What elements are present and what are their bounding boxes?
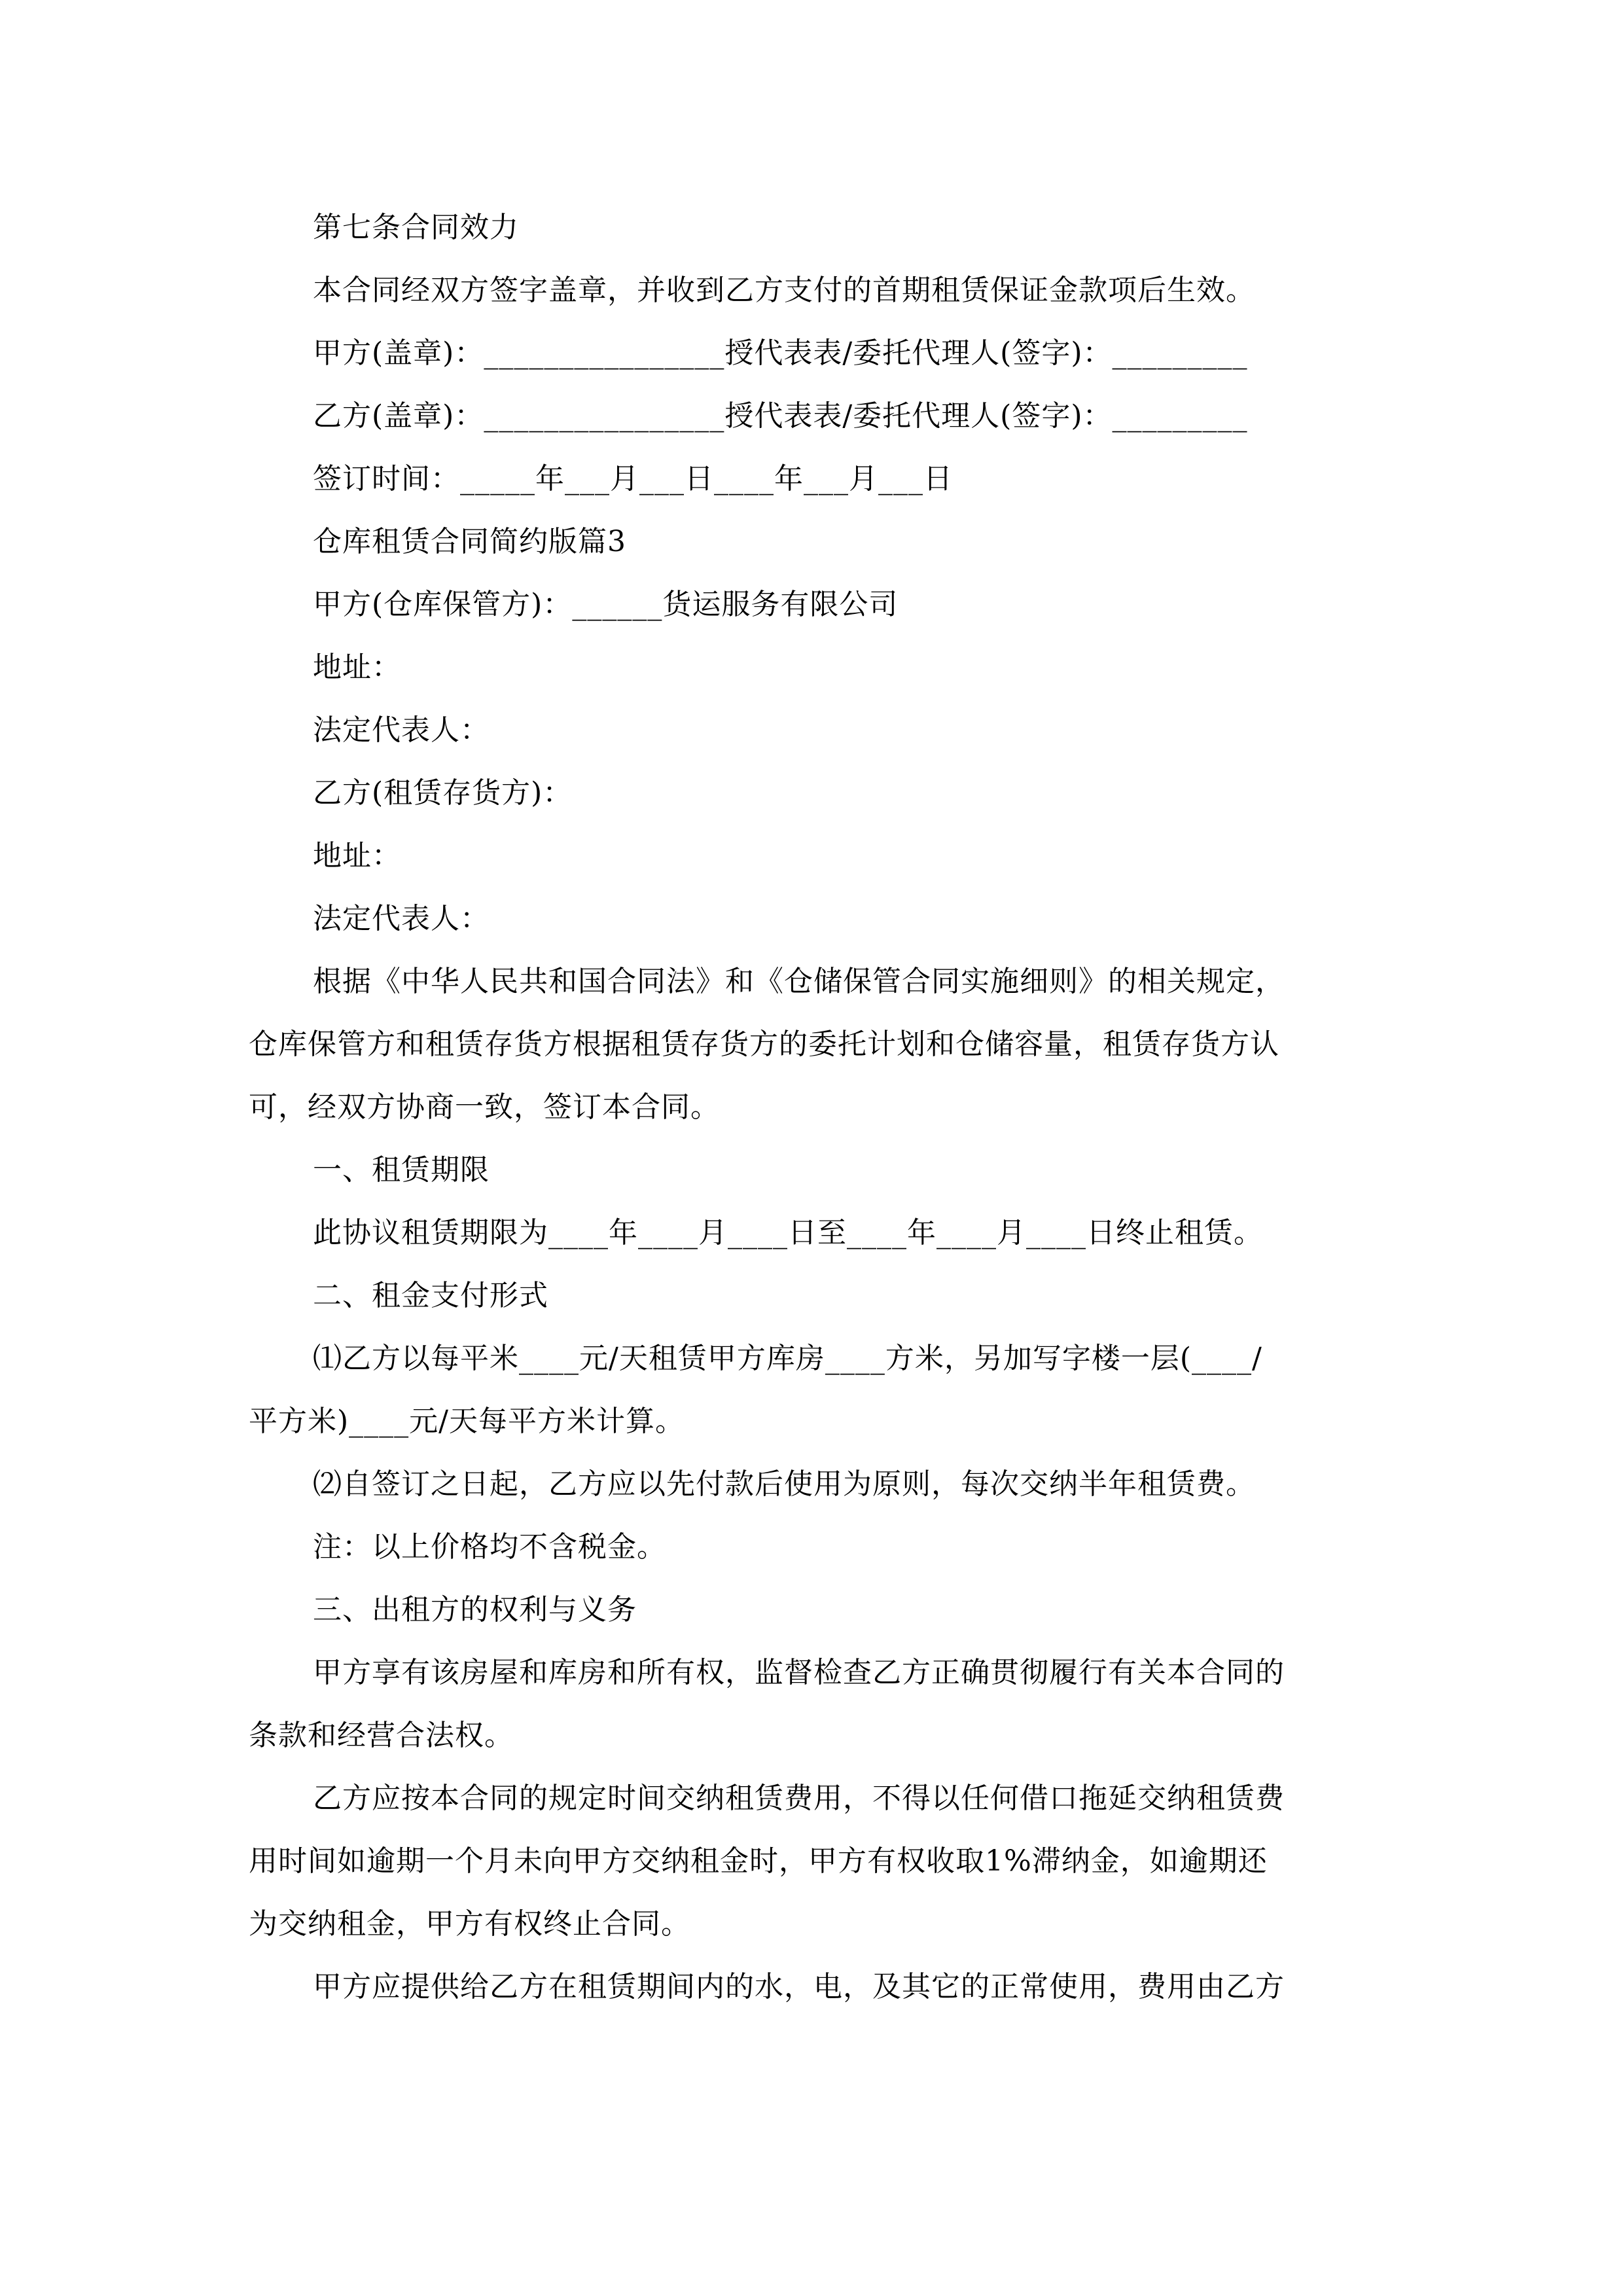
rent-item-1-line-2: 平方米)____元/天每平方米计算。: [249, 1405, 685, 1438]
party-b-signature-line: 乙方(盖章)：________________授代表表/委托代理人(签字)：_________: [313, 399, 1248, 433]
party-b-address: 地址：: [313, 839, 401, 872]
late-payment-line-2: 用时间如逾期一个月未向甲方交纳租金时，甲方有权收取1%滞纳金，如逾期还: [249, 1844, 1268, 1878]
heading-lessor-rights: 三、出租方的权利与义务: [313, 1593, 637, 1626]
lease-term-text: 此协议租赁期限为____年____月____日至____年____月____日终止租赁。: [313, 1216, 1263, 1249]
party-a-address: 地址：: [313, 651, 401, 684]
party-b-representative: 法定代表人：: [313, 902, 490, 935]
party-a-signature-line: 甲方(盖章)：________________授代表表/委托代理人(签字)：_________: [313, 336, 1248, 370]
preamble-line-1: 根据《中华人民共和国合同法》和《仓储保管合同实施细则》的相关规定，: [313, 965, 1285, 998]
section-title: 仓库租赁合同简约版篇3: [313, 525, 626, 558]
rent-item-1-line-1: ⑴乙方以每平米____元/天租赁甲方库房____方米，另加写字楼一层(____/: [313, 1342, 1262, 1375]
clause-7-heading: 第七条合同效力: [313, 211, 519, 244]
late-payment-line-1: 乙方应按本合同的规定时间交纳租赁费用，不得以任何借口拖延交纳租赁费: [313, 1782, 1285, 1815]
lessor-rights-line-1: 甲方享有该房屋和库房和所有权，监督检查乙方正确贯彻履行有关本合同的: [313, 1656, 1285, 1689]
utilities-line-1: 甲方应提供给乙方在租赁期间内的水，电，及其它的正常使用，费用由乙方: [313, 1970, 1285, 2003]
heading-lease-term: 一、租赁期限: [313, 1153, 490, 1187]
late-payment-line-3: 为交纳租金，甲方有权终止合同。: [249, 1907, 690, 1941]
rent-item-2: ⑵自签订之日起，乙方应以先付款后使用为原则，每次交纳半年租赁费。: [313, 1467, 1255, 1501]
signing-date-line: 签订时间：_____年___月___日____年___月___日: [313, 462, 953, 495]
preamble-line-2: 仓库保管方和租赁存货方根据租赁存货方的委托计划和仓储容量，租赁存货方认: [249, 1028, 1279, 1061]
clause-7-text: 本合同经双方签字盖章，并收到乙方支付的首期租赁保证金款项后生效。: [313, 274, 1255, 307]
party-a-representative: 法定代表人：: [313, 713, 490, 747]
party-a-name: 甲方(仓库保管方)：______货运服务有限公司: [313, 588, 899, 621]
preamble-line-3: 可，经双方协商一致，签订本合同。: [249, 1090, 720, 1124]
heading-rent-payment: 二、租金支付形式: [313, 1279, 548, 1312]
lessor-rights-line-2: 条款和经营合法权。: [249, 1719, 514, 1752]
price-note: 注：以上价格均不含税金。: [313, 1530, 666, 1564]
party-b-name: 乙方(租赁存货方)：: [313, 776, 573, 810]
